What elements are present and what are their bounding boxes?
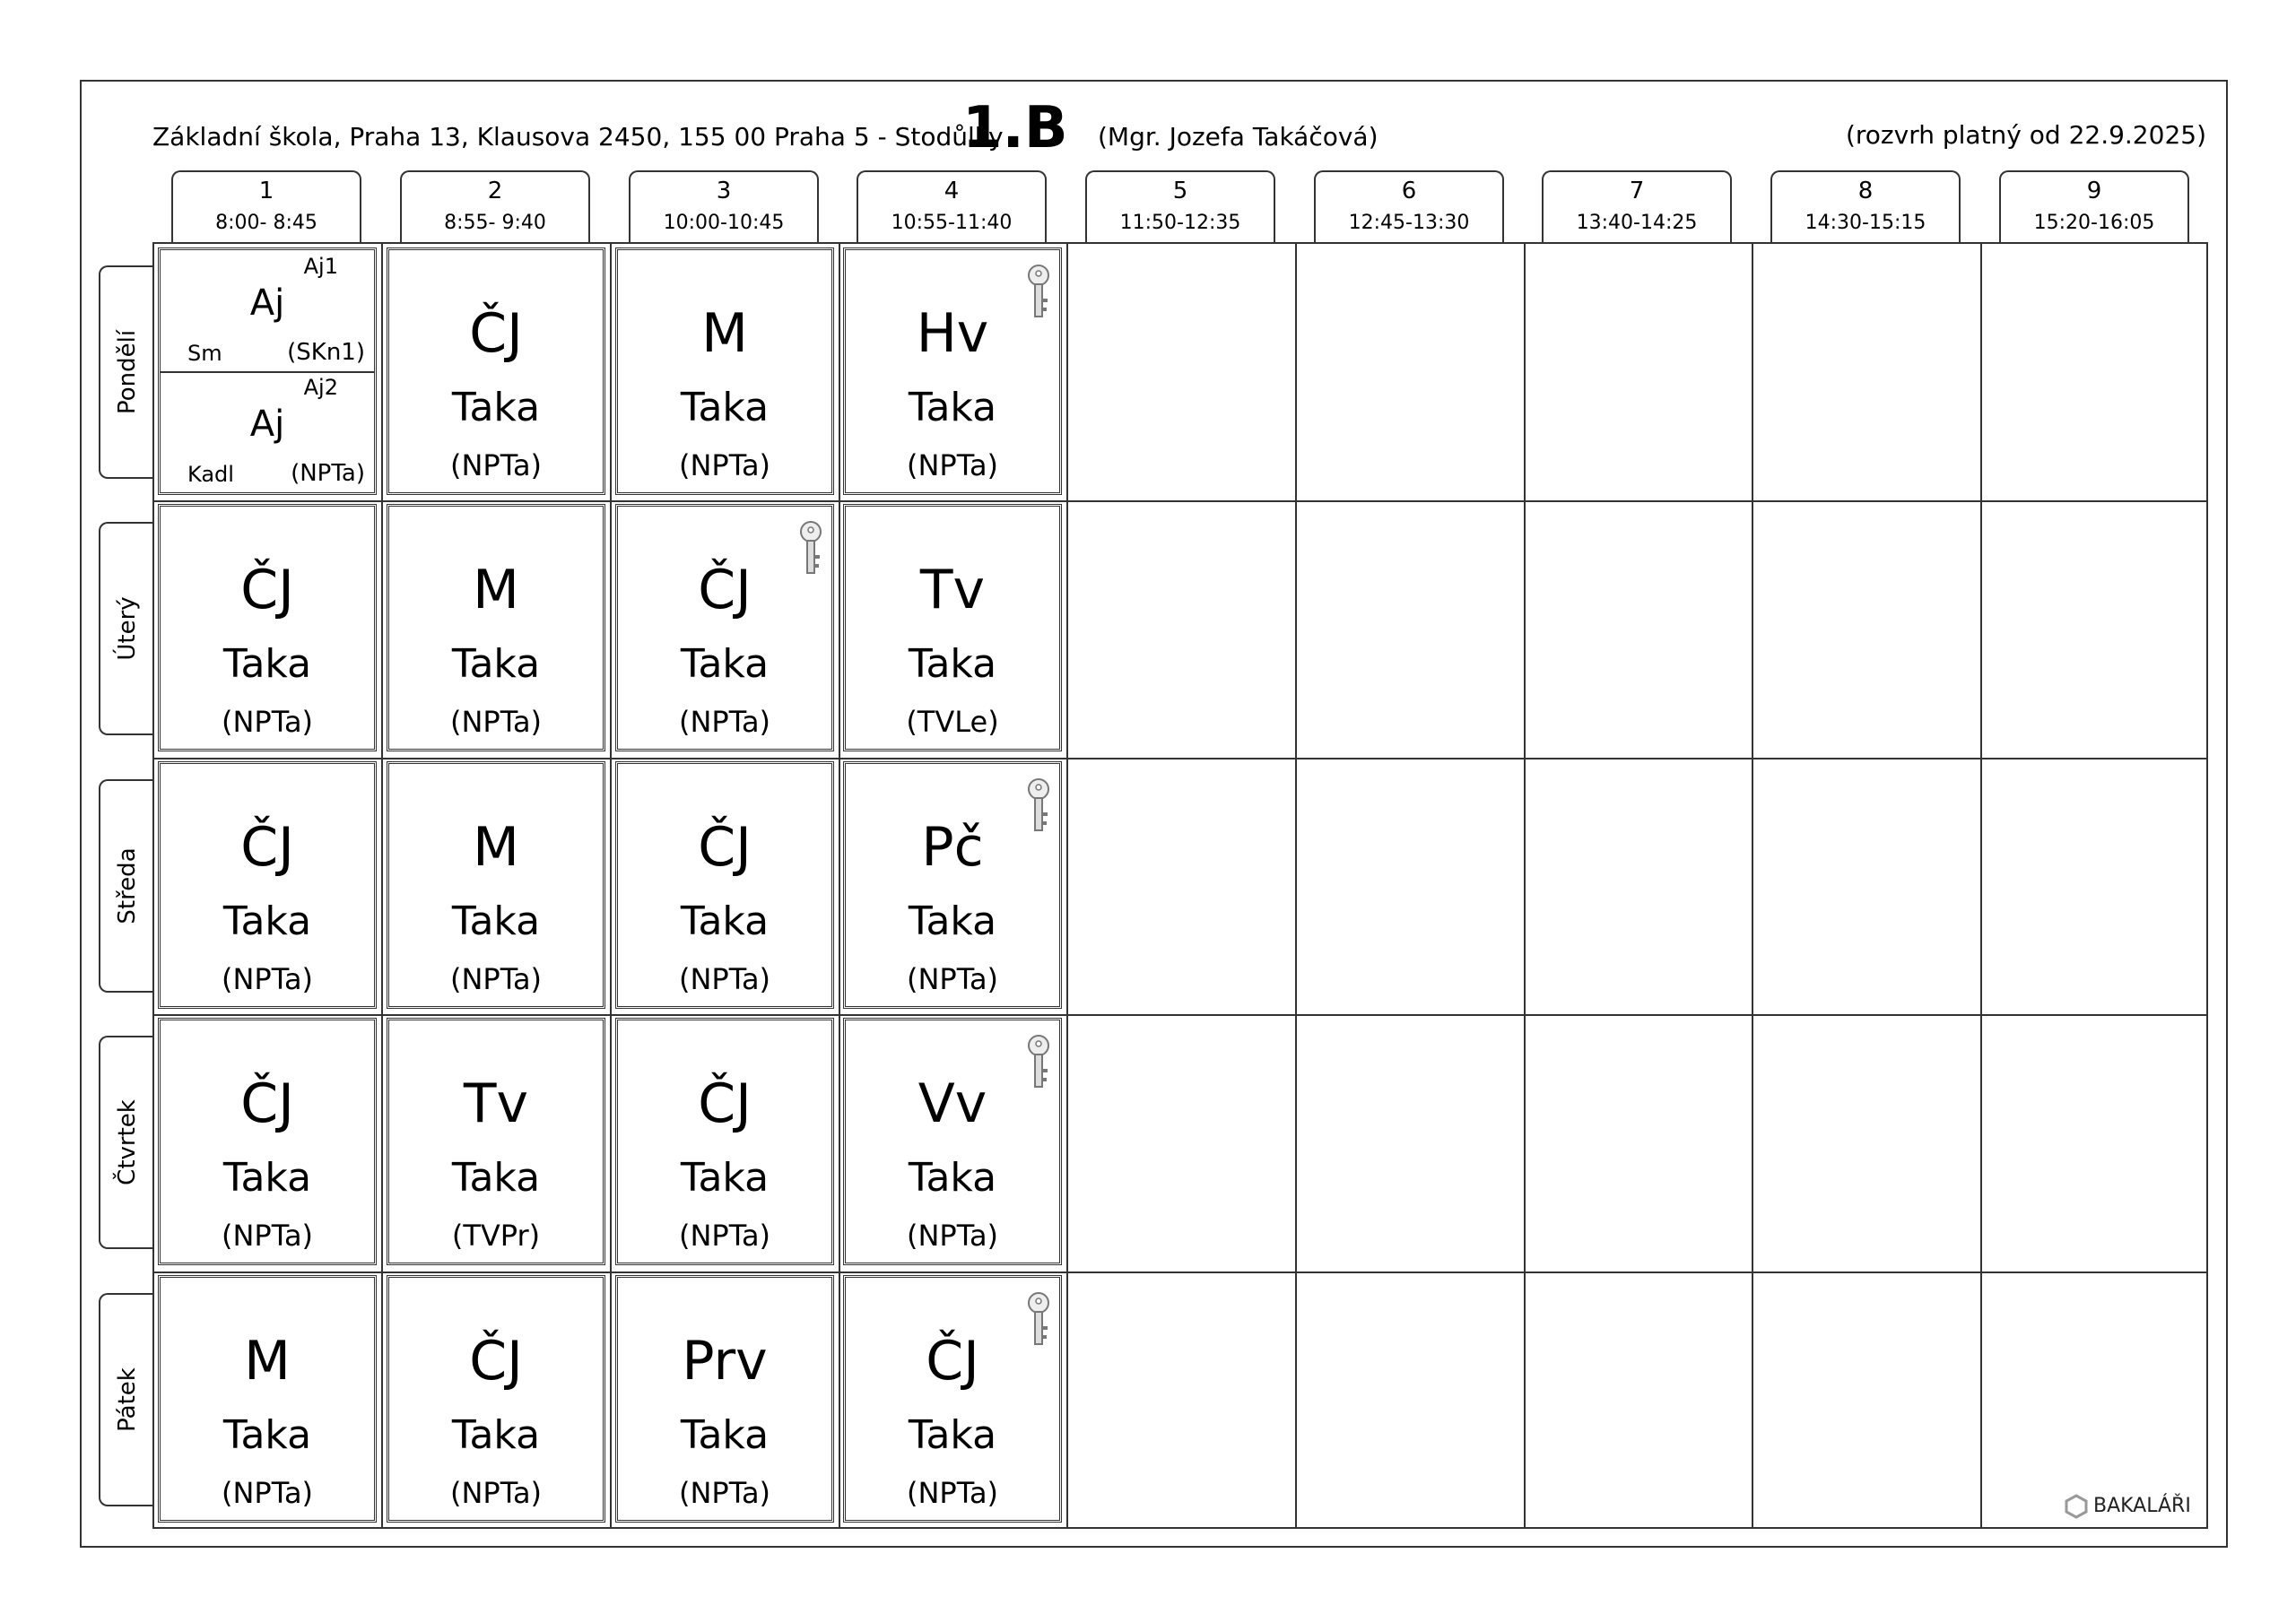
lesson-cell[interactable]: ČJ Taka (NPTa) xyxy=(158,504,377,751)
key-icon xyxy=(1025,1290,1052,1348)
school-name: Základní škola, Praha 13, Klausova 2450, 155 00 Praha 5 - Stodůlky xyxy=(152,122,1004,152)
day-label-friday: Pátek xyxy=(99,1293,154,1506)
period-header: 2 8:55- 9:40 xyxy=(400,170,590,244)
lesson-cell[interactable]: ČJ Taka (NPTa) xyxy=(615,761,834,1009)
period-header: 9 15:20-16:05 xyxy=(1999,170,2189,244)
lesson-cell[interactable]: Pč Taka (NPTa) xyxy=(843,761,1062,1009)
lesson-cell[interactable]: Vv Taka (NPTa) xyxy=(843,1018,1062,1265)
lesson-cell[interactable]: M Taka (NPTa) xyxy=(615,247,834,495)
lesson-cell[interactable]: M Taka (NPTa) xyxy=(387,761,605,1009)
day-label-wednesday: Středa xyxy=(99,779,154,993)
lesson-cell[interactable]: ČJ Taka (NPTa) xyxy=(615,504,834,751)
key-icon xyxy=(797,519,824,577)
class-teacher: (Mgr. Jozefa Takáčová) xyxy=(1098,122,1378,152)
lesson-cell[interactable]: Tv Taka (TVLe) xyxy=(843,504,1062,751)
period-header: 6 12:45-13:30 xyxy=(1314,170,1504,244)
period-header: 4 10:55-11:40 xyxy=(857,170,1047,244)
lesson-cell[interactable]: M Taka (NPTa) xyxy=(158,1275,377,1523)
period-header: 1 8:00- 8:45 xyxy=(171,170,361,244)
lesson-cell[interactable]: ČJ Taka (NPTa) xyxy=(615,1018,834,1265)
lesson-cell[interactable]: Hv Taka (NPTa) xyxy=(843,247,1062,495)
lesson-cell[interactable]: M Taka (NPTa) xyxy=(387,504,605,751)
period-header: 8 14:30-15:15 xyxy=(1770,170,1961,244)
day-label-tuesday: Úterý xyxy=(99,522,154,735)
period-header: 7 13:40-14:25 xyxy=(1542,170,1732,244)
day-label-thursday: Čtvrtek xyxy=(99,1036,154,1249)
period-header: 5 11:50-12:35 xyxy=(1085,170,1275,244)
group-lesson[interactable]: Aj1 Aj Sm (SKn1) xyxy=(161,250,374,373)
bakalari-logo: BAKALÁŘI xyxy=(2065,1494,2191,1519)
lesson-cell[interactable]: Tv Taka (TVPr) xyxy=(387,1018,605,1265)
lesson-cell[interactable]: ČJ Taka (NPTa) xyxy=(387,1275,605,1523)
lesson-cell[interactable]: ČJ Taka (NPTa) xyxy=(158,1018,377,1265)
lesson-cell[interactable]: ČJ Taka (NPTa) xyxy=(387,247,605,495)
key-icon xyxy=(1025,777,1052,834)
lesson-cell[interactable]: Prv Taka (NPTa) xyxy=(615,1275,834,1523)
class-title: 1.B xyxy=(962,95,1068,161)
day-label-monday: Pondělí xyxy=(99,265,154,479)
lesson-split[interactable] xyxy=(158,247,377,495)
lesson-cell[interactable]: ČJ Taka (NPTa) xyxy=(843,1275,1062,1523)
key-icon xyxy=(1025,1033,1052,1090)
key-icon xyxy=(1025,263,1052,320)
validity-date: (rozvrh platný od 22.9.2025) xyxy=(1845,120,2206,150)
lesson-cell[interactable]: ČJ Taka (NPTa) xyxy=(158,761,377,1009)
group-lesson[interactable]: Aj2 Aj Kadl (NPTa) xyxy=(187,375,365,487)
period-header: 3 10:00-10:45 xyxy=(629,170,819,244)
hexagon-logo-icon xyxy=(2065,1494,2088,1519)
